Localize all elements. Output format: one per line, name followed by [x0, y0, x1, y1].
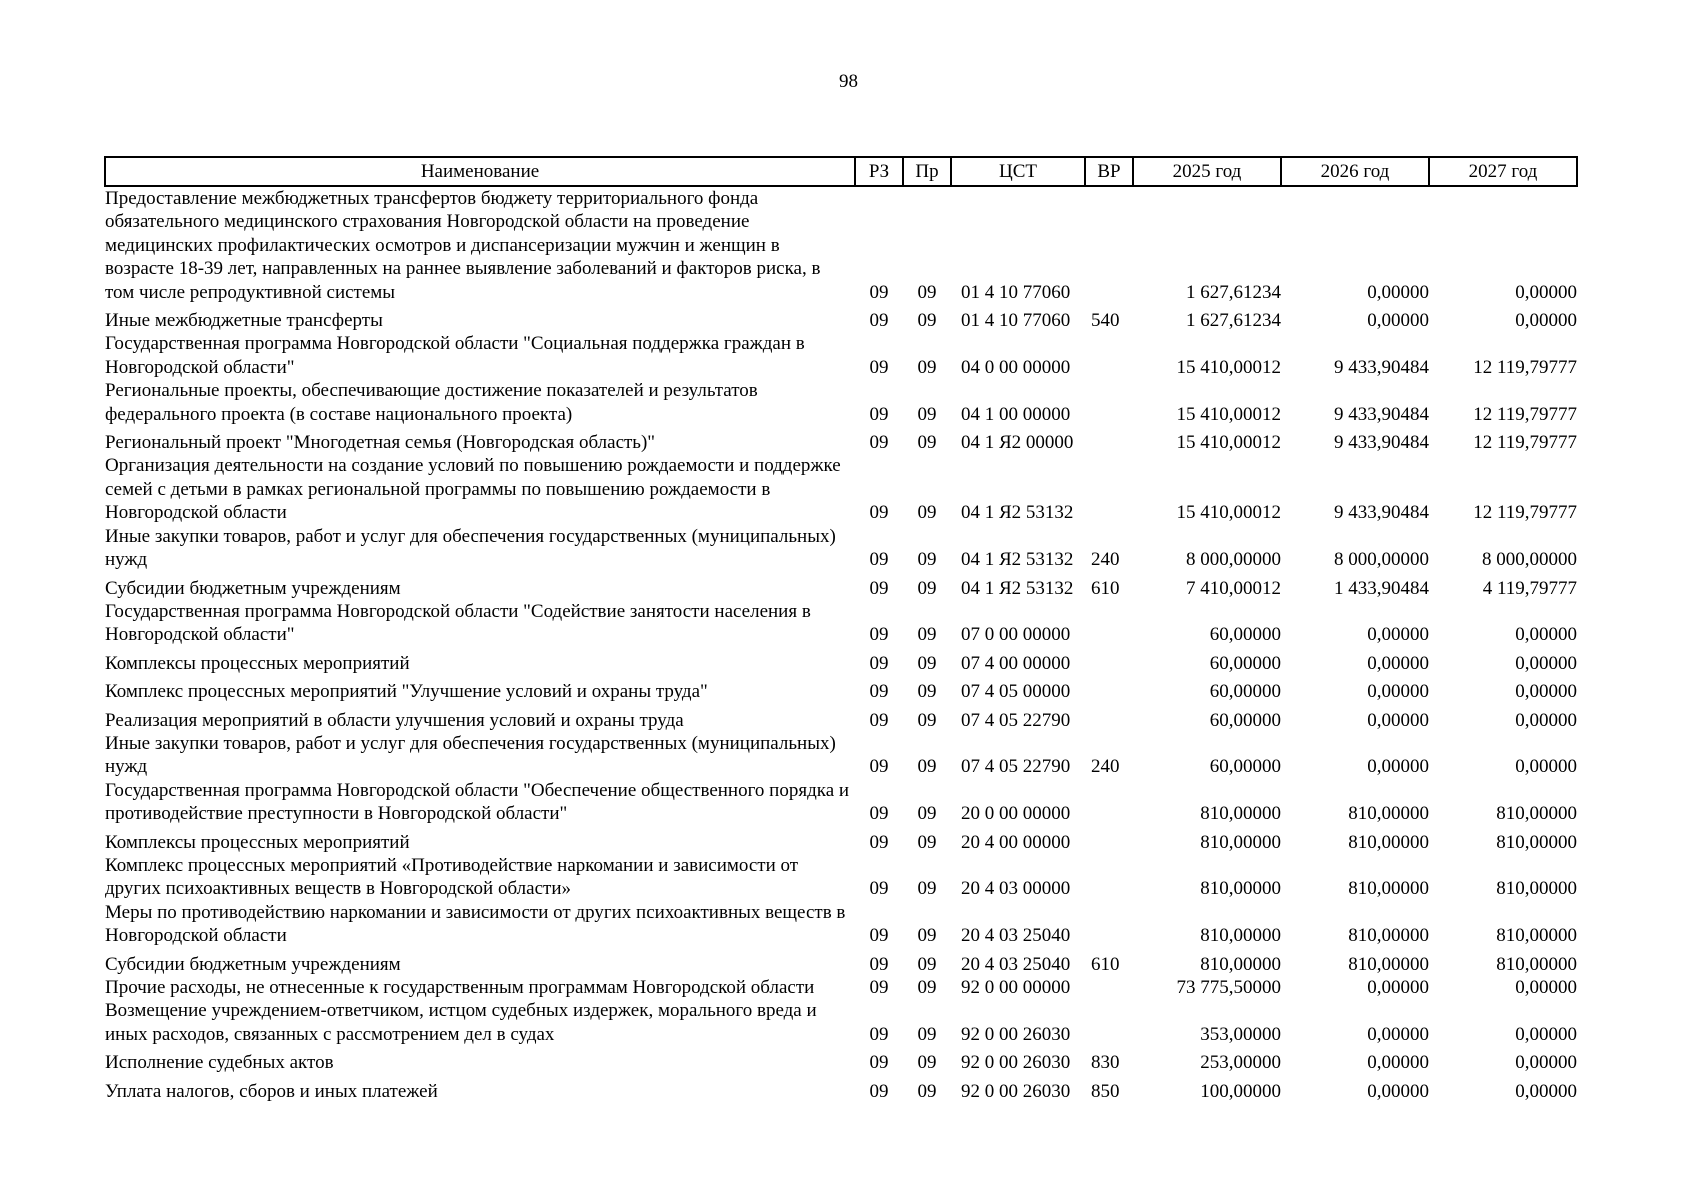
table-row	[105, 999, 1577, 1046]
row-pr: 09	[917, 756, 937, 778]
row-2026: 9 433,90484	[1334, 356, 1429, 378]
row-cst: 04 0 00 00000	[961, 356, 1071, 378]
row-cst: 92 0 00 00000	[961, 977, 1071, 998]
row-2027: 810,00000	[1496, 803, 1577, 825]
row-2025: 100,00000	[1200, 1080, 1281, 1102]
row-2027: 12 119,79777	[1473, 356, 1577, 378]
row-pr: 09	[917, 549, 937, 571]
budget-table	[104, 156, 1578, 1103]
row-vr: 610	[1091, 577, 1120, 599]
row-rz: 09	[869, 1052, 889, 1074]
table-row	[105, 572, 1577, 600]
row-2026: 0,00000	[1367, 681, 1429, 703]
row-cst: 92 0 00 26030	[961, 1080, 1071, 1102]
row-rz: 09	[869, 925, 889, 947]
row-cst: 01 4 10 77060	[961, 310, 1071, 332]
row-rz: 09	[869, 709, 889, 731]
row-name: Государственная программа Новгородской области "Содействие занятости населения в Новгородской области"	[105, 600, 811, 646]
row-cst: 04 1 00 00000	[961, 403, 1071, 425]
row-2025: 60,00000	[1209, 652, 1281, 674]
row-pr: 09	[917, 977, 937, 998]
header-pr: Пр	[903, 157, 951, 186]
table-row	[105, 332, 1577, 379]
row-name: Возмещение учреждением-ответчиком, истцом судебных издержек, морального вреда и иных расходов, связанных с рассмотрением дел в судах	[105, 1000, 817, 1045]
row-2025: 7 410,00012	[1186, 577, 1281, 599]
row-rz: 09	[869, 1080, 889, 1102]
table-row	[105, 379, 1577, 426]
row-pr: 09	[917, 310, 937, 332]
header-vr: ВР	[1085, 157, 1133, 186]
row-2025: 810,00000	[1200, 878, 1281, 900]
row-2026: 0,00000	[1367, 1080, 1429, 1102]
row-name: Субсидии бюджетным учреждениям	[105, 577, 401, 599]
row-2026: 0,00000	[1367, 1023, 1429, 1045]
row-2027: 0,00000	[1515, 709, 1577, 731]
row-vr	[1085, 379, 1133, 426]
row-2025: 353,00000	[1200, 1023, 1281, 1045]
row-cst: 20 4 00 00000	[961, 831, 1071, 853]
row-2026: 1 433,90484	[1334, 577, 1429, 599]
row-rz: 09	[869, 953, 889, 975]
row-pr: 09	[917, 432, 937, 454]
row-vr	[1085, 454, 1133, 524]
row-rz: 09	[869, 432, 889, 454]
row-2026: 0,00000	[1367, 624, 1429, 646]
row-vr: 850	[1091, 1080, 1120, 1102]
header-2027: 2027 год	[1429, 157, 1577, 186]
row-2027: 0,00000	[1515, 1023, 1577, 1045]
row-rz: 09	[869, 652, 889, 674]
row-name: Предоставление межбюджетных трансфертов бюджету территориального фонда обязательного медицинского страхования Новгородской области на проведение медицинских профилактических осмотров и диспансеризации мужчин и женщин в возрасте 18-39 лет, направленных на раннее выявление заболеваний и факторов риска, в том числе репродуктивной системы	[105, 188, 821, 303]
row-cst: 07 0 00 00000	[961, 624, 1071, 646]
row-pr: 09	[917, 652, 937, 674]
row-2027: 8 000,00000	[1482, 549, 1577, 571]
row-rz: 09	[869, 803, 889, 825]
row-cst: 07 4 00 00000	[961, 652, 1071, 674]
row-vr: 610	[1091, 953, 1120, 975]
row-pr: 09	[917, 502, 937, 524]
row-name: Комплекс процессных мероприятий "Улучшение условий и охраны труда"	[105, 681, 708, 703]
row-name: Иные закупки товаров, работ и услуг для обеспечения государственных (муниципальных) нужд	[105, 732, 836, 778]
row-name: Иные межбюджетные трансферты	[105, 310, 383, 332]
row-vr	[1085, 854, 1133, 901]
header-2026: 2026 год	[1281, 157, 1429, 186]
row-name: Региональные проекты, обеспечивающие достижение показателей и результатов федерального проекта (в составе национального проекта)	[105, 380, 758, 425]
row-vr: 830	[1091, 1052, 1120, 1074]
row-2025: 8 000,00000	[1186, 549, 1281, 571]
row-2026: 810,00000	[1348, 925, 1429, 947]
table-row	[105, 304, 1577, 332]
row-pr: 09	[917, 803, 937, 825]
row-2025: 810,00000	[1200, 803, 1281, 825]
row-2026: 0,00000	[1367, 977, 1429, 998]
table-row	[105, 732, 1577, 779]
header-name: Наименование	[105, 157, 855, 186]
row-name: Прочие расходы, не отнесенные к государственным программам Новгородской области	[105, 977, 815, 998]
row-rz: 09	[869, 310, 889, 332]
row-2026: 9 433,90484	[1334, 403, 1429, 425]
row-name: Реализация мероприятий в области улучшения условий и охраны труда	[105, 709, 684, 731]
row-2026: 810,00000	[1348, 878, 1429, 900]
table-row	[105, 1075, 1577, 1103]
row-vr	[1085, 901, 1133, 948]
row-2026: 0,00000	[1367, 310, 1429, 332]
row-name: Организация деятельности на создание условий по повышению рождаемости и поддержке семей с детьми в рамках региональной программы по повышению рождаемости в Новгородской области	[105, 455, 841, 524]
row-pr: 09	[917, 356, 937, 378]
row-vr	[1085, 647, 1133, 675]
row-vr	[1085, 779, 1133, 826]
table-row	[105, 186, 1577, 304]
row-vr	[1085, 976, 1133, 999]
table-row	[105, 779, 1577, 826]
row-pr: 09	[917, 878, 937, 900]
row-2026: 8 000,00000	[1334, 549, 1429, 571]
row-2026: 0,00000	[1367, 281, 1429, 303]
row-2026: 0,00000	[1367, 1052, 1429, 1074]
table-row	[105, 901, 1577, 948]
row-2025: 15 410,00012	[1176, 356, 1281, 378]
table-row	[105, 647, 1577, 675]
row-rz: 09	[869, 502, 889, 524]
table-row	[105, 525, 1577, 572]
row-pr: 09	[917, 403, 937, 425]
row-rz: 09	[869, 549, 889, 571]
row-cst: 92 0 00 26030	[961, 1023, 1071, 1045]
row-cst: 92 0 00 26030	[961, 1052, 1071, 1074]
row-cst: 07 4 05 00000	[961, 681, 1071, 703]
row-rz: 09	[869, 1023, 889, 1045]
row-name: Исполнение судебных актов	[105, 1052, 334, 1074]
row-pr: 09	[917, 953, 937, 975]
row-rz: 09	[869, 403, 889, 425]
row-cst: 04 1 Я2 53132	[961, 577, 1074, 599]
row-pr: 09	[917, 281, 937, 303]
table-row	[105, 976, 1577, 999]
page-number: 98	[839, 71, 858, 92]
row-rz: 09	[869, 756, 889, 778]
row-2026: 0,00000	[1367, 709, 1429, 731]
row-2025: 15 410,00012	[1176, 403, 1281, 425]
row-name: Региональный проект "Многодетная семья (Новгородская область)"	[105, 432, 656, 454]
row-2027: 0,00000	[1515, 681, 1577, 703]
row-cst: 01 4 10 77060	[961, 281, 1071, 303]
row-2025: 810,00000	[1200, 953, 1281, 975]
row-cst: 07 4 05 22790	[961, 709, 1071, 731]
row-pr: 09	[917, 624, 937, 646]
row-2027: 0,00000	[1515, 652, 1577, 674]
row-2025: 810,00000	[1200, 831, 1281, 853]
row-2027: 0,00000	[1515, 1080, 1577, 1102]
row-2027: 4 119,79777	[1482, 577, 1577, 599]
table-row	[105, 600, 1577, 647]
row-pr: 09	[917, 925, 937, 947]
table-row	[105, 1046, 1577, 1074]
row-vr	[1085, 999, 1133, 1046]
row-name: Комплекс процессных мероприятий «Противодействие наркомании и зависимости от других психоактивных веществ в Новгородской области»	[105, 854, 799, 900]
row-2026: 810,00000	[1348, 803, 1429, 825]
row-2027: 12 119,79777	[1473, 432, 1577, 454]
row-2027: 810,00000	[1496, 831, 1577, 853]
table-row	[105, 426, 1577, 454]
row-2026: 0,00000	[1367, 652, 1429, 674]
row-vr: 240	[1091, 756, 1120, 778]
row-pr: 09	[917, 709, 937, 731]
row-name: Субсидии бюджетным учреждениям	[105, 953, 401, 975]
row-cst: 20 4 03 00000	[961, 878, 1071, 900]
row-rz: 09	[869, 356, 889, 378]
row-2027: 810,00000	[1496, 953, 1577, 975]
row-name: Комплексы процессных мероприятий	[105, 652, 410, 674]
row-2027: 12 119,79777	[1473, 403, 1577, 425]
row-cst: 20 4 03 25040	[961, 925, 1071, 947]
row-2026: 9 433,90484	[1334, 432, 1429, 454]
table-row	[105, 704, 1577, 732]
row-2025: 60,00000	[1209, 681, 1281, 703]
table-header	[105, 157, 1577, 186]
row-name: Государственная программа Новгородской области "Социальная поддержка граждан в Новгородской области"	[105, 333, 805, 378]
row-2025: 60,00000	[1209, 756, 1281, 778]
row-cst: 20 0 00 00000	[961, 803, 1071, 825]
row-cst: 04 1 Я2 00000	[961, 432, 1074, 454]
row-pr: 09	[917, 831, 937, 853]
row-name: Меры по противодействию наркомании и зависимости от других психоактивных веществ в Новгородской области	[105, 901, 846, 947]
header-2025: 2025 год	[1133, 157, 1281, 186]
row-cst: 04 1 Я2 53132	[961, 549, 1074, 571]
row-cst: 20 4 03 25040	[961, 953, 1071, 975]
row-name: Уплата налогов, сборов и иных платежей	[105, 1080, 438, 1102]
header-cst: ЦСТ	[951, 157, 1085, 186]
row-vr	[1085, 186, 1133, 304]
row-2027: 0,00000	[1515, 1052, 1577, 1074]
row-rz: 09	[869, 624, 889, 646]
row-pr: 09	[917, 681, 937, 703]
row-2027: 0,00000	[1515, 281, 1577, 303]
row-2027: 0,00000	[1515, 624, 1577, 646]
row-pr: 09	[917, 1052, 937, 1074]
row-2027: 0,00000	[1515, 756, 1577, 778]
row-vr	[1085, 426, 1133, 454]
row-2026: 9 433,90484	[1334, 502, 1429, 524]
row-vr: 540	[1091, 310, 1120, 332]
row-2025: 253,00000	[1200, 1052, 1281, 1074]
table-body	[105, 186, 1577, 1103]
row-rz: 09	[869, 281, 889, 303]
row-2027: 810,00000	[1496, 925, 1577, 947]
row-pr: 09	[917, 1080, 937, 1102]
row-2026: 0,00000	[1367, 756, 1429, 778]
table-row	[105, 854, 1577, 901]
row-2025: 60,00000	[1209, 709, 1281, 731]
row-rz: 09	[869, 681, 889, 703]
row-vr	[1085, 600, 1133, 647]
row-vr	[1085, 675, 1133, 703]
row-name: Комплексы процессных мероприятий	[105, 831, 410, 853]
row-2027: 0,00000	[1515, 310, 1577, 332]
row-2025: 15 410,00012	[1176, 502, 1281, 524]
row-vr: 240	[1091, 549, 1120, 571]
row-2025: 73 775,50000	[1176, 977, 1281, 998]
row-2025: 1 627,61234	[1186, 281, 1281, 303]
header-rz: РЗ	[855, 157, 903, 186]
row-2025: 1 627,61234	[1186, 310, 1281, 332]
row-pr: 09	[917, 577, 937, 599]
row-vr	[1085, 332, 1133, 379]
row-2025: 15 410,00012	[1176, 432, 1281, 454]
row-2026: 810,00000	[1348, 953, 1429, 975]
table-row	[105, 675, 1577, 703]
row-rz: 09	[869, 831, 889, 853]
row-2025: 810,00000	[1200, 925, 1281, 947]
row-cst: 04 1 Я2 53132	[961, 502, 1074, 524]
row-2027: 12 119,79777	[1473, 502, 1577, 524]
row-rz: 09	[869, 577, 889, 599]
table-row	[105, 948, 1577, 976]
row-2026: 810,00000	[1348, 831, 1429, 853]
row-pr: 09	[917, 1023, 937, 1045]
row-name: Иные закупки товаров, работ и услуг для обеспечения государственных (муниципальных) нужд	[105, 525, 836, 571]
row-rz: 09	[869, 878, 889, 900]
row-name: Государственная программа Новгородской области "Обеспечение общественного порядка и противодействие преступности в Новгородской области"	[105, 779, 850, 825]
table-row	[105, 454, 1577, 524]
row-2025: 60,00000	[1209, 624, 1281, 646]
row-vr	[1085, 704, 1133, 732]
row-2027: 810,00000	[1496, 878, 1577, 900]
row-2027: 0,00000	[1515, 977, 1577, 998]
row-rz: 09	[869, 977, 889, 998]
row-cst: 07 4 05 22790	[961, 756, 1071, 778]
row-vr	[1085, 826, 1133, 854]
table-row	[105, 826, 1577, 854]
